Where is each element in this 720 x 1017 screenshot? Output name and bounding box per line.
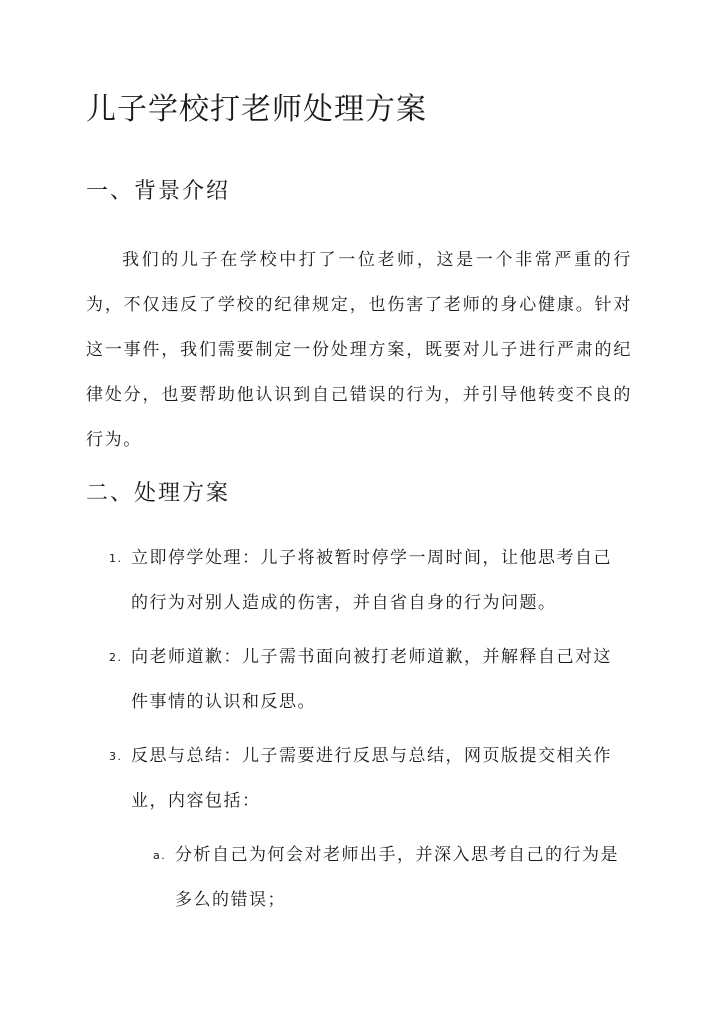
list-marker: 2.	[109, 651, 123, 664]
list-item	[109, 635, 621, 725]
background-paragraph: 我们的儿子在学校中打了一位老师，这是一个非常严重的行为，不仅违反了学校的纪律规定，也伤害了老师的身心健康。针对这一事件，我们需要制定一份处理方案，既要对儿子进行严肃的纪律处分，也要帮助他认识到自己错误的行为，并引导他转变不良的行为。	[86, 250, 632, 450]
sub-list-item	[153, 833, 630, 923]
sub-list-marker: a.	[153, 849, 167, 862]
list-item-text: 向老师道歉：儿子需书面向被打老师道歉，并解释自己对这件事情的认识和反思。	[131, 647, 612, 712]
document-title: 儿子学校打老师处理方案	[86, 92, 427, 127]
list-marker: 1.	[109, 552, 123, 565]
sub-list-item-text: 分析自己为何会对老师出手，并深入思考自己的行为是多么的错误；	[175, 845, 619, 910]
list-item-text: 立即停学处理：儿子将被暂时停学一周时间，让他思考自己的行为对别人造成的伤害，并自省自身的行为问题。	[131, 548, 612, 613]
section-heading-plan: 二、处理方案	[86, 481, 231, 506]
list-item	[109, 536, 621, 626]
list-item-text: 反思与总结：儿子需要进行反思与总结，网页版提交相关作业，内容包括：	[131, 746, 612, 811]
section-heading-background: 一、背景介绍	[86, 179, 231, 204]
list-item	[109, 734, 621, 824]
list-marker: 3.	[109, 750, 123, 763]
